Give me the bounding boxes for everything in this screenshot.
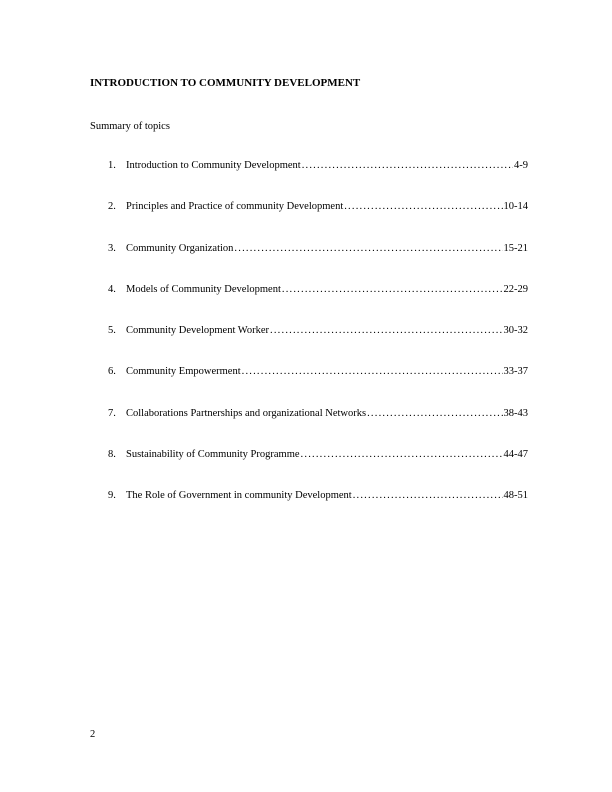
dot-leader: [367, 408, 502, 419]
toc-number: 1.: [108, 160, 116, 171]
toc-pages: 30-32: [503, 325, 528, 337]
dot-leader: [353, 490, 503, 501]
dot-leader: [344, 201, 502, 212]
toc-entry: [108, 408, 528, 449]
toc-title: Community Development Worker: [126, 325, 270, 337]
toc-number: 8.: [108, 449, 116, 461]
toc-number: 4.: [108, 283, 116, 295]
dot-leader: [270, 325, 502, 336]
toc-entry: [108, 325, 528, 366]
toc-entry: [108, 366, 528, 407]
dot-leader: [301, 449, 503, 460]
toc-number: 7.: [108, 407, 116, 419]
toc-pages: 10-14: [503, 201, 528, 213]
toc-entry: [108, 201, 528, 242]
table-of-contents: [108, 160, 528, 532]
toc-title: Introduction to Community Development: [126, 160, 301, 171]
toc-pages: 44-47: [503, 449, 528, 461]
toc-number: 3.: [108, 242, 116, 254]
toc-title: Sustainability of Community Programme: [126, 449, 300, 461]
toc-entry: [108, 449, 528, 490]
toc-title: The Role of Government in community Development: [126, 490, 352, 502]
toc-title: Principles and Practice of community Development: [126, 201, 344, 213]
toc-number: 5.: [108, 325, 116, 337]
dot-leader: [242, 366, 503, 377]
toc-pages: 4-9: [514, 160, 528, 171]
document-title: INTRODUCTION TO COMMUNITY DEVELOPMENT: [90, 77, 361, 89]
toc-pages: 38-43: [503, 407, 528, 419]
page-number: 2: [90, 729, 96, 740]
dot-leader: [302, 160, 513, 171]
toc-number: 2.: [108, 201, 116, 213]
dot-leader: [282, 284, 503, 295]
toc-entry: [108, 490, 528, 531]
toc-title: Models of Community Development: [126, 283, 281, 295]
toc-entry: [108, 243, 528, 284]
dot-leader: [234, 243, 502, 254]
toc-title: Community Empowerment: [126, 366, 241, 378]
toc-number: 6.: [108, 366, 116, 378]
toc-title: Collaborations Partnerships and organizational Networks: [126, 407, 367, 419]
section-subtitle: Summary of topics: [90, 121, 170, 132]
toc-pages: 22-29: [503, 283, 528, 295]
toc-pages: 33-37: [503, 366, 528, 378]
toc-entry: [108, 284, 528, 325]
toc-pages: 15-21: [503, 242, 528, 254]
toc-entry: [108, 160, 528, 201]
toc-number: 9.: [108, 490, 116, 502]
toc-title: Community Organization: [126, 242, 234, 254]
toc-pages: 48-51: [503, 490, 528, 502]
